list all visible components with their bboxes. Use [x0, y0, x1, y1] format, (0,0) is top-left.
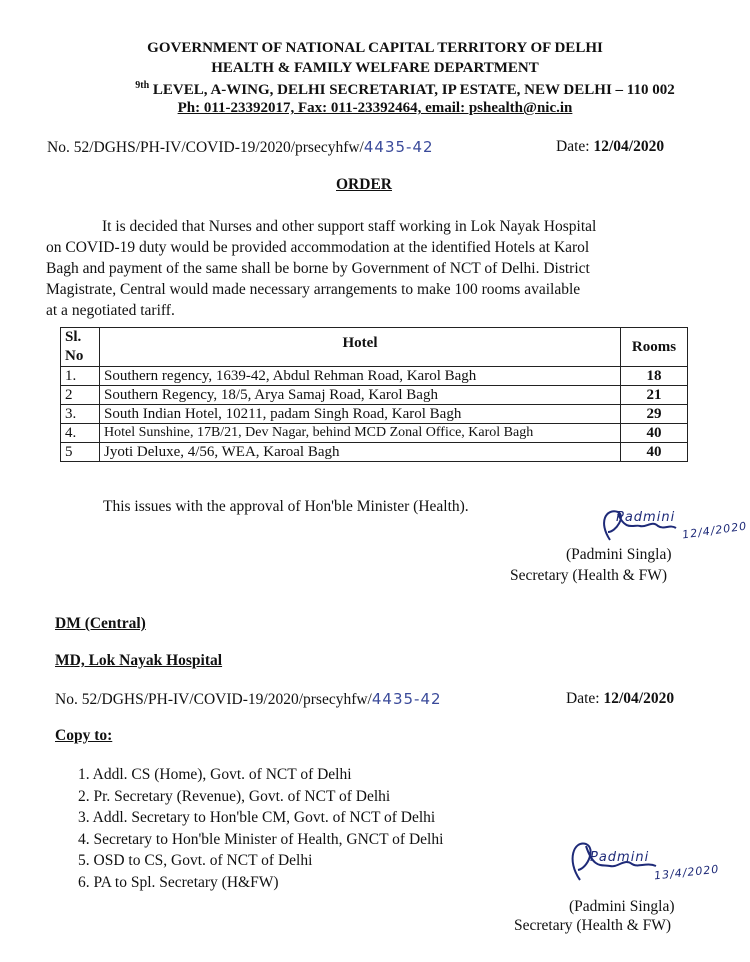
- list-item: 5. OSD to CS, Govt. of NCT of Delhi: [78, 852, 313, 869]
- header-sl-no: [61, 328, 100, 367]
- header-line-government: GOVERNMENT OF NATIONAL CAPITAL TERRITORY OF DELHI: [147, 40, 603, 56]
- date-label-2: Date:: [566, 690, 600, 707]
- row-sl: 1.: [61, 367, 100, 386]
- list-item: 3. Addl. Secretary to Hon'ble CM, Govt. of NCT of Delhi: [78, 809, 436, 826]
- reference-text-2: No. 52/DGHS/PH-IV/COVID-19/2020/prsecyhfw/: [55, 691, 372, 708]
- signature-1-date: 12/4/2020: [681, 519, 748, 542]
- list-item: 6. PA to Spl. Secretary (H&FW): [78, 873, 279, 891]
- row-hotel: Hotel Sunshine, 17B/21, Dev Nagar, behind MCD Zonal Office, Karol Bagh: [100, 424, 621, 443]
- handwritten-number-2: 4435-42: [371, 690, 442, 708]
- row-hotel: Southern regency, 1639-42, Abdul Rehman Road, Karol Bagh: [100, 367, 621, 386]
- reference-date-2: [566, 690, 674, 708]
- copy-to-label: Copy to:: [55, 727, 113, 744]
- list-item: 4. Secretary to Hon'ble Minister of Health, GNCT of Delhi: [78, 830, 444, 848]
- reference-number-2: [55, 690, 442, 709]
- header-line-contact: Ph: 011-23392017, Fax: 011-23392464, email: pshealth@nic.in: [177, 100, 573, 116]
- paragraph-line-2: on COVID-19 duty would be provided accommodation at the identified Hotels at Karol: [46, 239, 590, 256]
- row-rooms: 40: [621, 443, 688, 462]
- handwritten-number: 4435-42: [363, 138, 434, 156]
- table-row: [61, 386, 688, 405]
- signatory-2-name: (Padmini Singla): [569, 898, 675, 915]
- address-text: LEVEL, A-WING, DELHI SECRETARIAT, IP ESTATE, NEW DELHI – 110 002: [152, 82, 675, 98]
- paragraph-line-3: Bagh and payment of the same shall be borne by Government of NCT of Delhi. District: [46, 260, 590, 277]
- paragraph-line-5: at a negotiated tariff.: [46, 302, 175, 319]
- row-hotel: Southern Regency, 18/5, Arya Samaj Road, Karol Bagh: [100, 386, 621, 405]
- recipient-dm-central: DM (Central): [55, 615, 146, 632]
- header-hotel: Hotel: [100, 328, 621, 367]
- order-title: ORDER: [336, 176, 392, 193]
- date-value-2: 12/04/2020: [603, 690, 675, 707]
- row-sl: 3.: [61, 405, 100, 424]
- signature-2-date: 13/4/2020: [653, 862, 720, 883]
- reference-date: [556, 138, 664, 156]
- signatory-1-name: (Padmini Singla): [566, 546, 672, 563]
- row-hotel: South Indian Hotel, 10211, padam Singh Road, Karol Bagh: [100, 405, 621, 424]
- header-line-department: HEALTH & FAMILY WELFARE DEPARTMENT: [211, 60, 539, 76]
- row-rooms: 29: [621, 405, 688, 424]
- signatory-1-designation: Secretary (Health & FW): [510, 567, 668, 584]
- signature-2-text: Padmini: [590, 850, 650, 865]
- row-sl: 2: [61, 386, 100, 405]
- header-sl: Sl.: [65, 329, 82, 345]
- paragraph-line-1: It is decided that Nurses and other support staff working in Lok Nayak Hospital: [102, 218, 597, 235]
- reference-number: [47, 138, 434, 157]
- table-row: [61, 367, 688, 386]
- list-item: 2. Pr. Secretary (Revenue), Govt. of NCT of Delhi: [78, 787, 391, 805]
- copy-to-list: [78, 764, 443, 893]
- reference-text: No. 52/DGHS/PH-IV/COVID-19/2020/prsecyhfw/: [47, 139, 364, 156]
- date-label: Date:: [556, 138, 590, 155]
- row-rooms: 21: [621, 386, 688, 405]
- address-superscript: 9th: [135, 80, 150, 91]
- row-hotel: Jyoti Deluxe, 4/56, WEA, Karoal Bagh: [100, 443, 621, 462]
- table-row: [61, 424, 688, 443]
- paragraph-line-4: Magistrate, Central would made necessary arrangements to make 100 rooms available: [46, 281, 581, 298]
- row-sl: 5: [61, 443, 100, 462]
- signature-2: [566, 836, 726, 897]
- approval-note: This issues with the approval of Hon'ble Minister (Health).: [103, 498, 469, 515]
- table-header-row: [61, 328, 688, 367]
- header-line-address: [30, 80, 750, 99]
- signatory-2-designation: Secretary (Health & FW): [514, 917, 672, 934]
- row-rooms: 40: [621, 424, 688, 443]
- list-item: 1. Addl. CS (Home), Govt. of NCT of Delhi: [78, 766, 352, 783]
- header-rooms: Rooms: [621, 328, 688, 367]
- row-sl: 4.: [61, 424, 100, 443]
- hotels-table: [60, 327, 688, 462]
- date-value: 12/04/2020: [593, 138, 665, 155]
- row-rooms: 18: [621, 367, 688, 386]
- header-no: No: [65, 348, 84, 364]
- table-row: [61, 443, 688, 462]
- recipient-md-lnh: MD, Lok Nayak Hospital: [55, 652, 223, 669]
- signature-1-text: Padmini: [616, 510, 676, 525]
- table-row: [61, 405, 688, 424]
